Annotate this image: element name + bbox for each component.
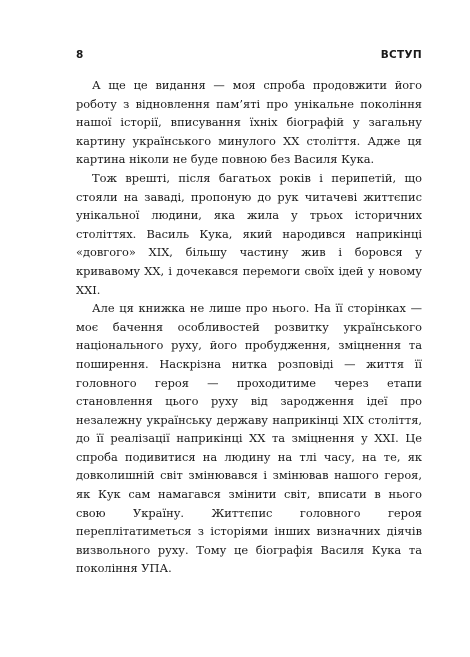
body-text (76, 76, 422, 578)
section-title: ВСТУП (380, 49, 422, 61)
paragraph-3: Але ця книжка не лише про нього. На її сторінках — моє бачення особливостей розвитку українського національного руху, його пробудження, зміцнення та поширення. Наскрізна нитка розповіді — життя її головного героя — проходитиме через етапи становлення цього руху від зародження ідеї про незалежну українську державу наприкінці ХІХ століття, до її реалізації наприкінці ХХ та зміцнення у ХХІ. Це спроба подивитися на людину на тлі часу, на те, як довколишній світ змінювався і змінював нашого героя, як Кук сам намагався змінити світ, вписати в нього свою Україну. Життєпис головного героя переплітатиметься з історіями інших визначних діячів визвольного руху. Тому це біографія Василя Кука та покоління УПА. (76, 301, 422, 576)
page-number: 8 (76, 49, 84, 61)
paragraph-2: Тож врешті, після багатьох років і перипетій, що стояли на заваді, пропоную до рук читачеві життєпис унікальної людини, яка жила у трьох історичних століттях. Василь Кука, який народився наприкінці «довгого» ХІХ, більшу частину жив і боровся у кривавому ХХ, і дочекався перемоги своїх ідей у новому ХХІ. (76, 170, 422, 297)
running-head (76, 48, 422, 62)
paragraph-1: А ще це видання — моя спроба продовжити його роботу з відновлення пам’яті про унікальне покоління нашої історії, вписування їхніх біографій у загальну картину українського минулого ХХ століття. Адже ця картина ніколи не буде повною без Василя Кука. (76, 78, 422, 167)
